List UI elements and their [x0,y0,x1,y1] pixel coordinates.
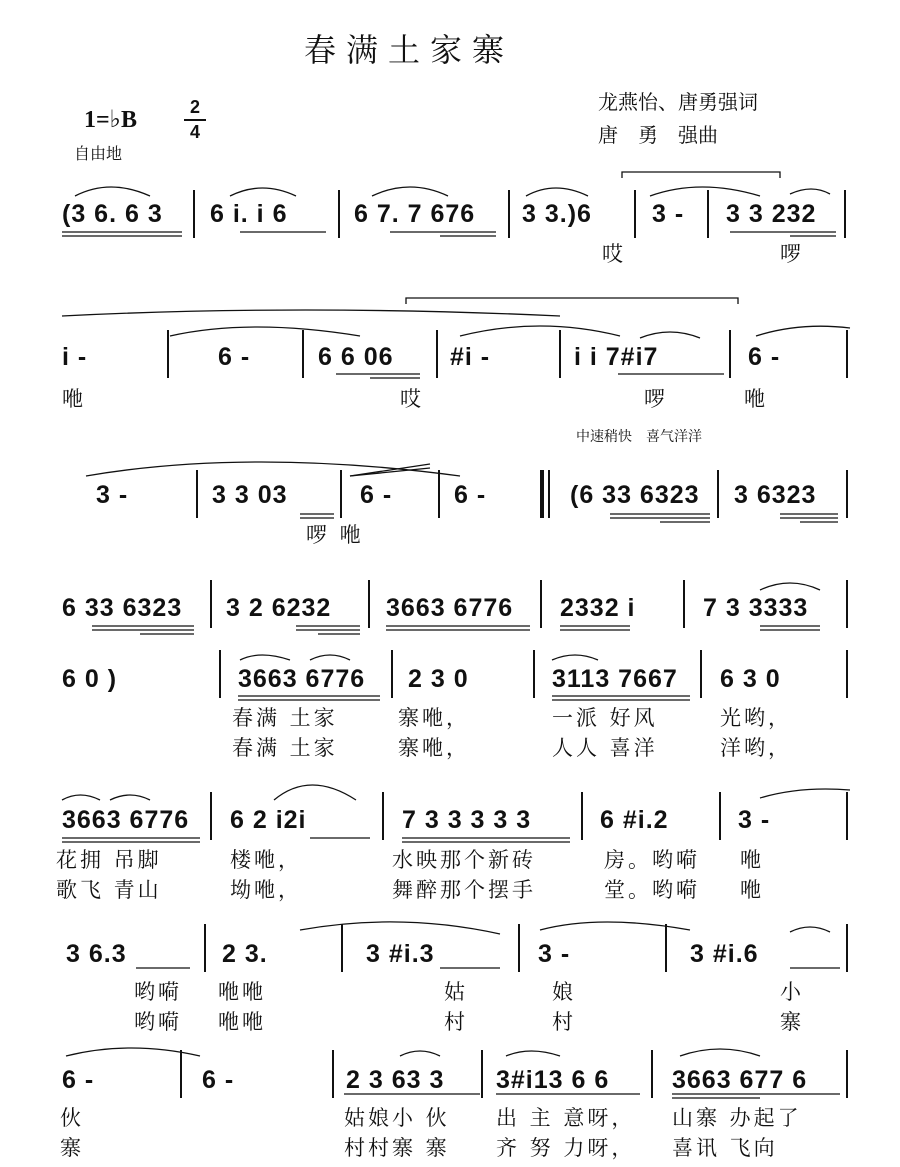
measure-1: i - [62,343,88,371]
measure-3: 3663 6776 [386,594,514,622]
lyric: 花拥 吊脚 [56,848,162,872]
measure-2: 3 2 6232 [226,594,332,622]
time-signature-top: 2 [189,97,200,117]
lyric: 啰 咃 [306,523,364,547]
lyric: 齐 努 力呀， [496,1136,636,1160]
measure-1: 3 6.3 [66,940,127,968]
lyric: 咃 [62,387,86,411]
time-signature-bottom: 4 [189,122,200,142]
song-title: 春满土家寨 [304,31,515,69]
measure-5: i i 7#i7 [574,343,659,371]
measure-4: #i - [450,343,491,371]
measure-5: 7 3 3333 [703,594,809,622]
lyric: 光哟， [720,706,792,730]
measure-5: 6 3 0 [720,665,781,693]
tempo-marking: 自由地 [74,144,123,163]
lyric: 姑 [444,980,468,1004]
measure-6: 3 3 232 [726,200,817,228]
measure-1: 3 - [96,481,129,509]
lyric: 房。哟嗬 [604,848,700,872]
lyric: 啰 [644,387,668,411]
lyric: 喜讯 飞向 [672,1136,778,1160]
measure-4: 6 #i.2 [600,806,669,834]
lyric: 小 [780,980,804,1004]
lyric: 哎 [602,242,626,266]
measure-4: 3#i13 6 6 [496,1066,610,1094]
lyric: 春满 土家 [232,736,338,760]
measure-5: 3663 677 6 [672,1066,808,1094]
lyric: 哟嗬 [134,980,182,1004]
lyric: 水映那个新砖 [392,848,536,872]
lyric: 寨 [60,1136,84,1160]
lyric: 村 [552,1010,576,1034]
measure-6: 6 - [748,343,781,371]
measure-4: 2332 i [560,594,636,622]
measure-2: 2 3. [222,940,268,968]
lyric: 村村寨 寨 [344,1136,450,1160]
lyric: 娘 [552,980,576,1004]
measure-5: 3 #i.6 [690,940,759,968]
lyric: 一派 好风 [552,706,658,730]
measure-3: 2 3 63 3 [346,1066,445,1094]
measure-4: 3113 7667 [552,665,678,693]
lyric: 寨咃， [398,706,470,730]
lyric: 咃 [740,878,764,902]
lyric: 哎 [400,387,424,411]
measure-1: 6 - [62,1066,95,1094]
lyric: 伙 [60,1106,84,1130]
key-signature: 1=♭B [84,107,138,133]
measure-6: 3 6323 [734,481,817,509]
measure-3: 6 - [360,481,393,509]
lyric: 姑娘小 伙 [344,1106,450,1130]
measure-1: 3663 6776 [62,806,190,834]
lyric: 咃咃 [218,980,266,1004]
lyric: 楼咃， [230,848,302,872]
measure-2: 6 i. i 6 [210,200,288,228]
lyric: 出 主 意呀， [496,1106,636,1130]
time-signature [184,97,206,143]
lyric: 洋哟， [720,736,792,760]
lyric: 咃咃 [218,1010,266,1034]
lyric: 啰 [780,242,804,266]
lyric: 村 [444,1010,468,1034]
measure-2: 6 - [202,1066,235,1094]
lyric: 舞醉那个摆手 [392,878,536,902]
lyric: 堂。哟嗬 [604,878,700,902]
measure-2: 6 2 i2i [230,806,307,834]
measure-4: 6 - [454,481,487,509]
measure-5: 3 - [738,806,771,834]
lyric: 哟嗬 [134,1010,182,1034]
lyric: 咃 [744,387,768,411]
composer-credit: 唐 勇 强曲 [598,123,718,147]
tempo-marking: 中速稍快 喜气洋洋 [576,429,702,445]
lyric: 歌飞 青山 [56,878,162,902]
measure-3: 6 6 06 [318,343,394,371]
lyric: 寨 [780,1010,804,1034]
lyric: 坳咃， [230,878,302,902]
measure-5: (6 33 6323 [570,481,700,509]
measure-2: 3663 6776 [238,665,366,693]
measure-1: (3 6. 6 3 [62,200,163,228]
lyric: 寨咃， [398,736,470,760]
lyric: 山寨 办起了 [672,1106,802,1130]
measure-4: 3 - [538,940,571,968]
measure-1: 6 33 6323 [62,594,183,622]
measure-3: 2 3 0 [408,665,469,693]
lyric: 咃 [740,848,764,872]
measure-5: 3 - [652,200,685,228]
lyric: 人人 喜洋 [552,736,658,760]
measure-2: 6 - [218,343,251,371]
measure-3: 6 7. 7 676 [354,200,476,228]
measure-2: 3 3 03 [212,481,288,509]
measure-3: 3 #i.3 [366,940,435,968]
measure-4: 3 3.)6 [522,200,592,228]
measure-3: 7 3 3 3 3 3 [402,806,532,834]
lyric: 春满 土家 [232,706,338,730]
measure-1: 6 0 ) [62,665,118,693]
lyricist-credit: 龙燕怡、唐勇强词 [598,90,758,114]
